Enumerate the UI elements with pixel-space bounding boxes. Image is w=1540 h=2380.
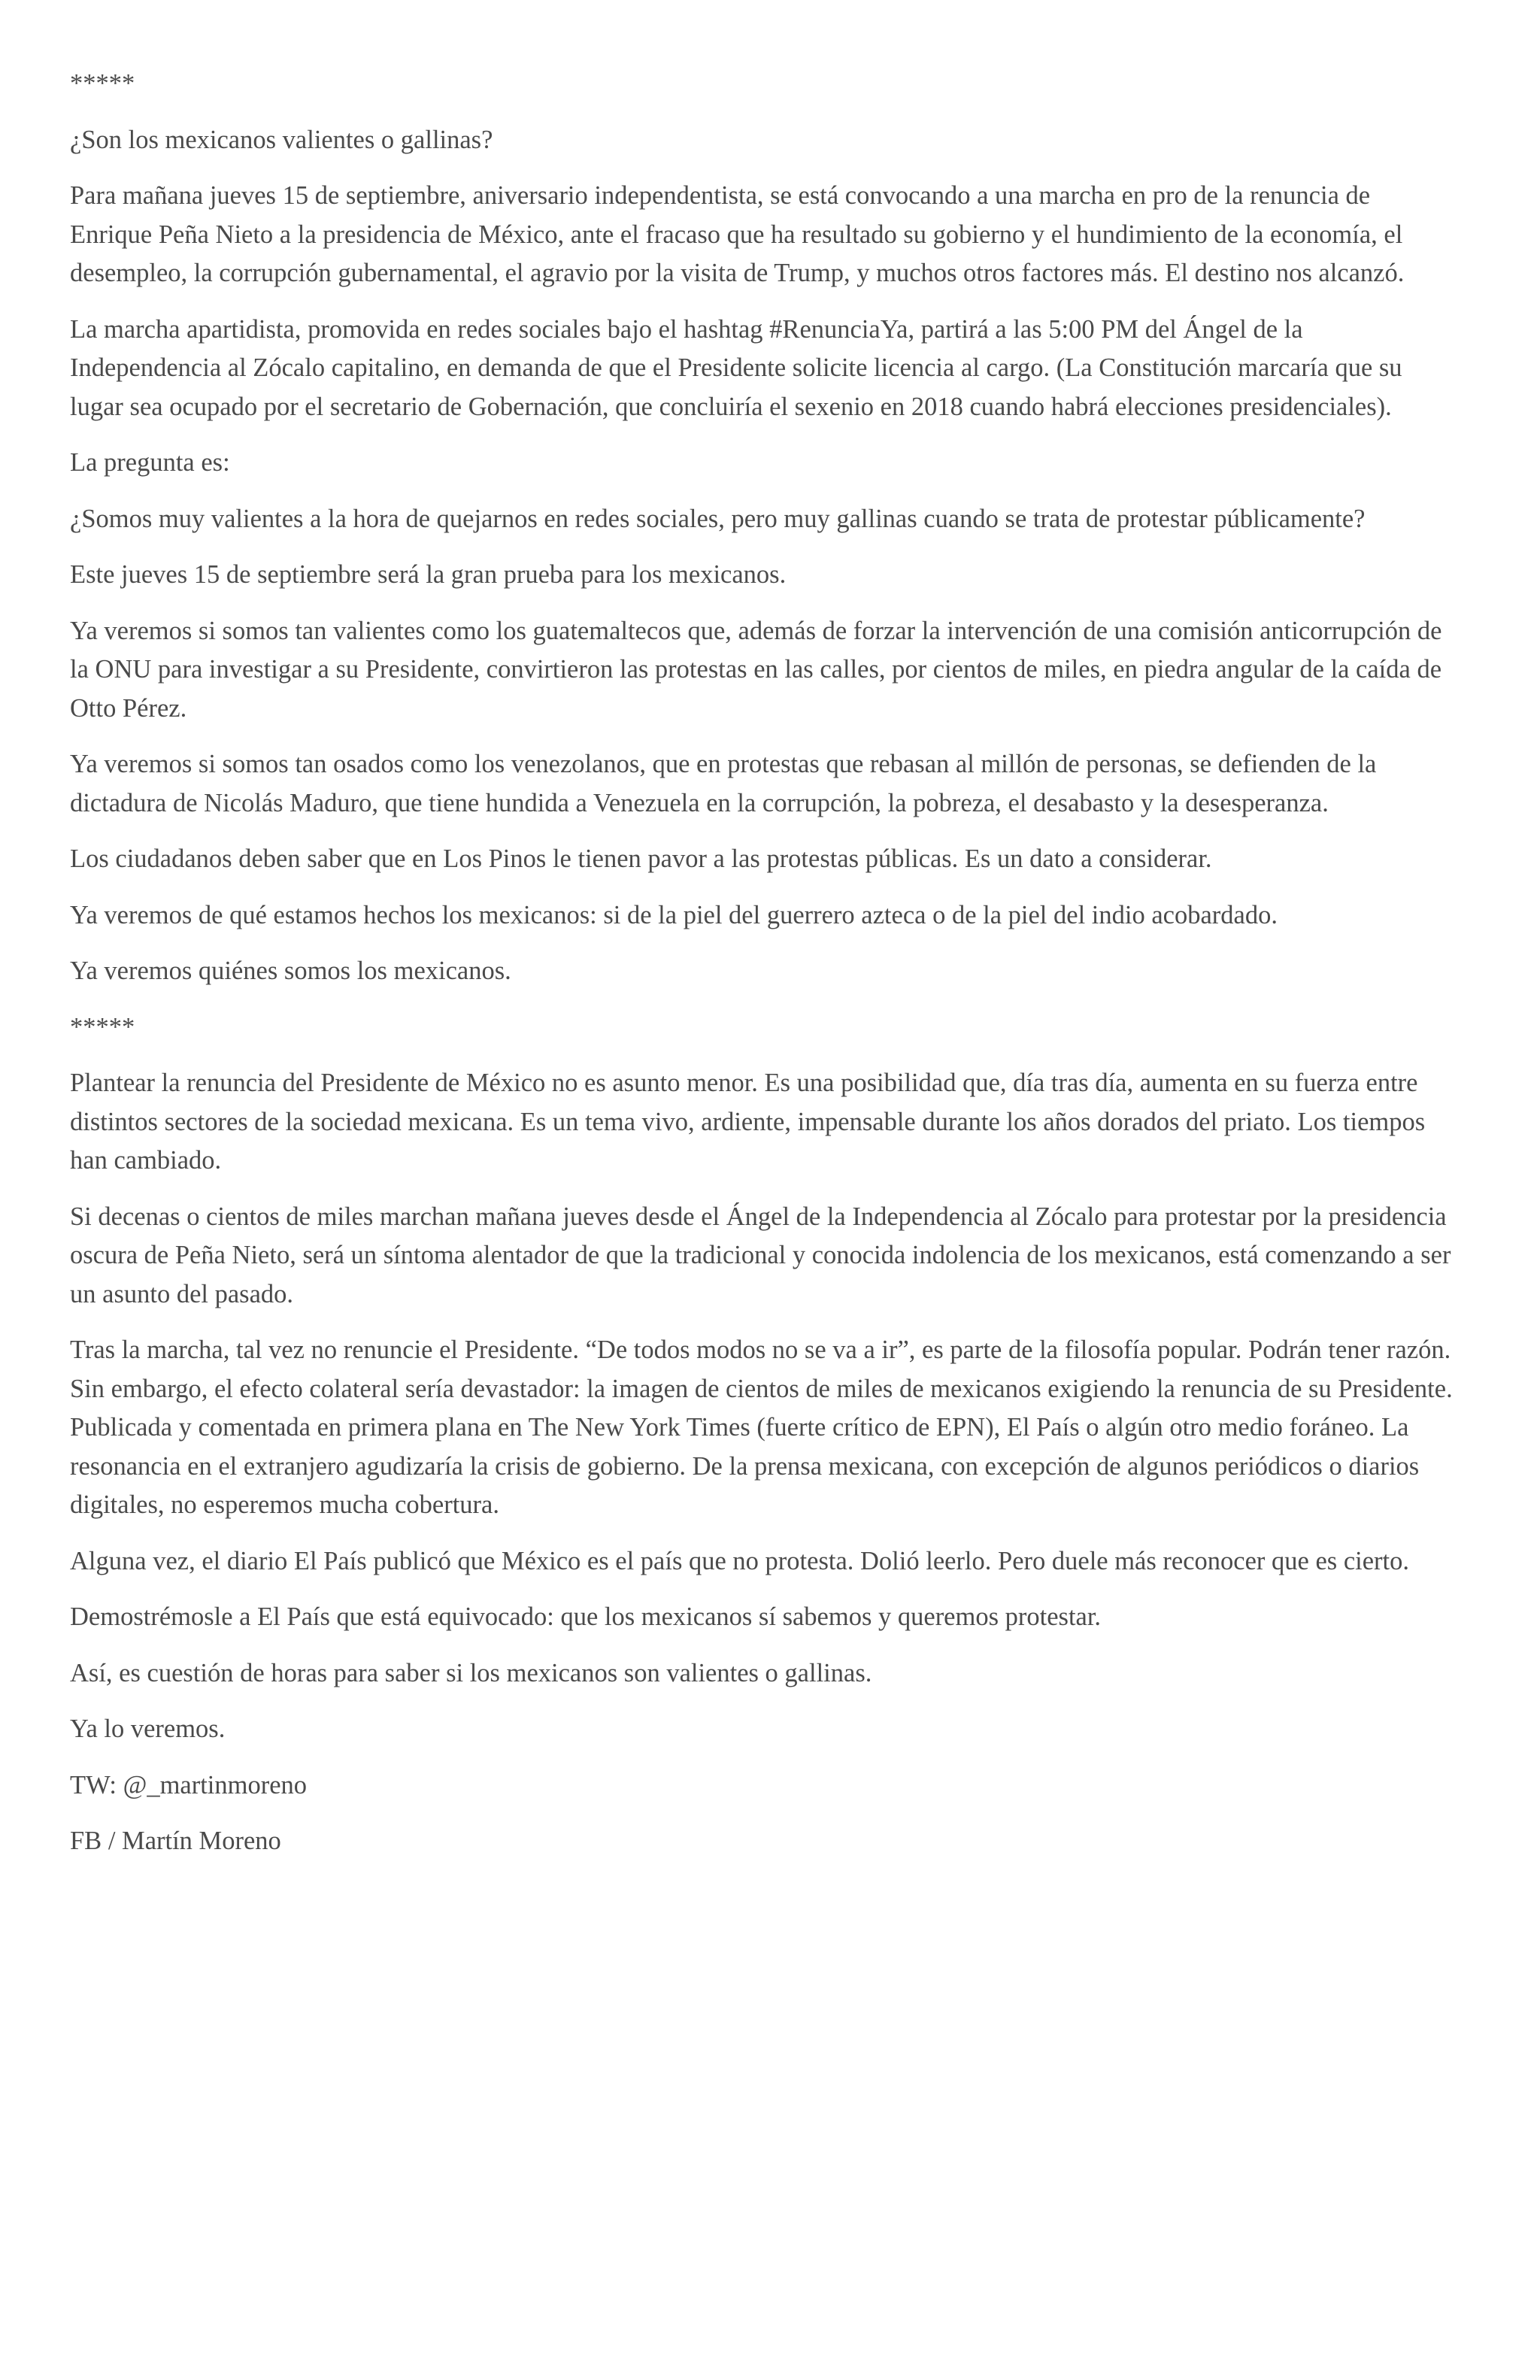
- paragraph: Tras la marcha, tal vez no renuncie el Presidente. “De todos modos no se va a ir”, es parte de la filosofía popular. Podrán tener razón. Sin embargo, el efecto colateral sería devastador: la imagen de cientos de miles de mexicanos exigiendo la renuncia de su Presidente. Publicada y comentada en primera plana en The New York Times (fuerte crítico de EPN), El País o algún otro medio foráneo. La resonancia en el extranjero agudizaría la crisis de gobierno. De la prensa mexicana, con excepción de algunos periódicos o diarios digitales, no esperemos mucha cobertura.: [70, 1336, 1453, 1519]
- paragraph: La pregunta es:: [70, 448, 230, 477]
- section-separator: *****: [70, 69, 135, 98]
- paragraph: Ya veremos quiénes somos los mexicanos.: [70, 957, 511, 985]
- paragraph: ¿Somos muy valientes a la hora de quejarnos en redes sociales, pero muy gallinas cuando se trata de protestar públicamente?: [70, 504, 1366, 533]
- author-facebook: FB / Martín Moreno: [70, 1827, 281, 1855]
- paragraph: Plantear la renuncia del Presidente de México no es asunto menor. Es una posibilidad que, día tras día, aumenta en su fuerza entre distintos sectores de la sociedad mexicana. Es un tema vivo, ardiente, impensable durante los años dorados del priato. Los tiempos han cambiado.: [70, 1069, 1426, 1175]
- article-body: [70, 65, 1454, 1878]
- paragraph: Ya veremos de qué estamos hechos los mexicanos: si de la piel del guerrero azteca o de la piel del indio acobardado.: [70, 900, 1278, 929]
- paragraph: Para mañana jueves 15 de septiembre, aniversario independentista, se está convocando a una marcha en pro de la renuncia de Enrique Peña Nieto a la presidencia de México, ante el fracaso que ha resultado su gobierno y el hundimiento de la economía, el desempleo, la corrupción gubernamental, el agravio por la visita de Trump, y muchos otros factores más. El destino nos alcanzó.: [70, 181, 1405, 287]
- paragraph: Este jueves 15 de septiembre será la gran prueba para los mexicanos.: [70, 560, 787, 589]
- paragraph: Alguna vez, el diario El País publicó que México es el país que no protesta. Dolió leerlo. Pero duele más reconocer que es cierto.: [70, 1546, 1409, 1575]
- author-twitter: TW: @_martinmoreno: [70, 1770, 308, 1799]
- paragraph: Ya veremos si somos tan valientes como los guatemaltecos que, además de forzar la intervención de una comisión anticorrupción de la ONU para investigar a su Presidente, convirtieron las protestas en las calles, por cientos de miles, en piedra angular de la caída de Otto Pérez.: [70, 616, 1442, 723]
- paragraph: Demostrémosle a El País que está equivocado: que los mexicanos sí sabemos y queremos protestar.: [70, 1602, 1102, 1631]
- article-headline: ¿Son los mexicanos valientes o gallinas?: [70, 125, 493, 154]
- paragraph: La marcha apartidista, promovida en redes sociales bajo el hashtag #RenunciaYa, partirá a las 5:00 PM del Ángel de la Independencia al Zócalo capitalino, en demanda de que el Presidente solicite licencia al cargo. (La Constitución marcaría que su lugar sea ocupado por el secretario de Gobernación, que concluiría el sexenio en 2018 cuando habrá elecciones presidenciales).: [70, 314, 1402, 421]
- paragraph: Ya veremos si somos tan osados como los venezolanos, que en protestas que rebasan al millón de personas, se defienden de la dictadura de Nicolás Maduro, que tiene hundida a Venezuela en la corrupción, la pobreza, el desabasto y la desesperanza.: [70, 750, 1377, 817]
- section-separator: *****: [70, 1012, 135, 1041]
- paragraph: Ya lo veremos.: [70, 1715, 226, 1743]
- paragraph: Los ciudadanos deben saber que en Los Pinos le tienen pavor a las protestas públicas. Es un dato a considerar.: [70, 844, 1212, 873]
- paragraph: Así, es cuestión de horas para saber si los mexicanos son valientes o gallinas.: [70, 1658, 872, 1687]
- paragraph: Si decenas o cientos de miles marchan mañana jueves desde el Ángel de la Independencia al Zócalo para protestar por la presidencia oscura de Peña Nieto, será un síntoma alentador de que la tradicional y conocida indolencia de los mexicanos, está comenzando a ser un asunto del pasado.: [70, 1202, 1451, 1308]
